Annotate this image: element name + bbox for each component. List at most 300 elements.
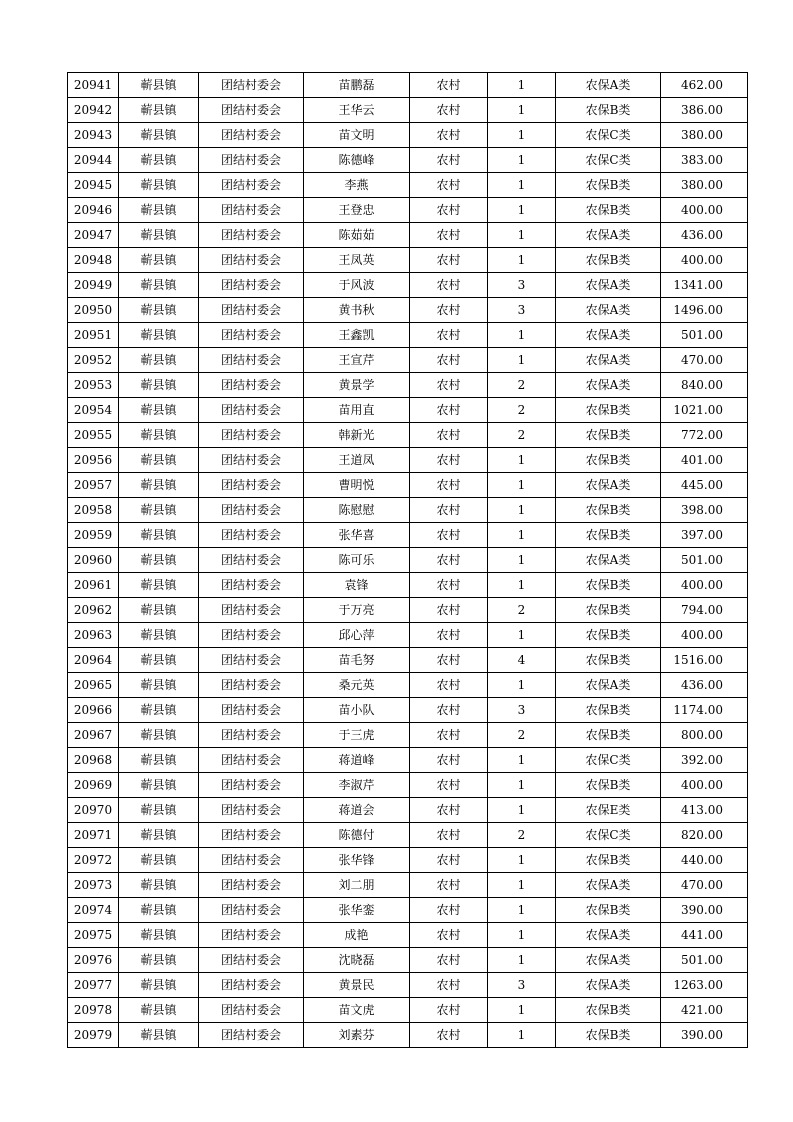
cell-household-size: 1 xyxy=(488,248,556,273)
cell-insurance-category: 农保B类 xyxy=(556,248,661,273)
cell-name: 李燕 xyxy=(304,173,410,198)
cell-name: 成艳 xyxy=(304,923,410,948)
cell-amount: 440.00 xyxy=(661,848,748,873)
cell-village-committee: 团结村委会 xyxy=(199,748,304,773)
cell-insurance-category: 农保C类 xyxy=(556,748,661,773)
cell-amount: 1516.00 xyxy=(661,648,748,673)
cell-village-committee: 团结村委会 xyxy=(199,648,304,673)
cell-insurance-category: 农保B类 xyxy=(556,598,661,623)
table-row xyxy=(68,223,748,248)
cell-household-type: 农村 xyxy=(410,348,488,373)
cell-village-committee: 团结村委会 xyxy=(199,773,304,798)
cell-name: 蒋道峰 xyxy=(304,748,410,773)
cell-insurance-category: 农保B类 xyxy=(556,698,661,723)
cell-serial-number: 20955 xyxy=(68,423,119,448)
cell-town: 蕲县镇 xyxy=(119,673,199,698)
cell-insurance-category: 农保A类 xyxy=(556,873,661,898)
table-row xyxy=(68,173,748,198)
cell-household-type: 农村 xyxy=(410,223,488,248)
cell-village-committee: 团结村委会 xyxy=(199,248,304,273)
cell-insurance-category: 农保B类 xyxy=(556,773,661,798)
table-row xyxy=(68,248,748,273)
cell-name: 沈晓磊 xyxy=(304,948,410,973)
table-row xyxy=(68,448,748,473)
cell-household-size: 1 xyxy=(488,223,556,248)
table-row xyxy=(68,548,748,573)
cell-insurance-category: 农保A类 xyxy=(556,973,661,998)
cell-town: 蕲县镇 xyxy=(119,923,199,948)
cell-name: 曹明悦 xyxy=(304,473,410,498)
cell-insurance-category: 农保C类 xyxy=(556,823,661,848)
cell-household-size: 1 xyxy=(488,923,556,948)
table-row xyxy=(68,123,748,148)
cell-household-size: 1 xyxy=(488,573,556,598)
cell-village-committee: 团结村委会 xyxy=(199,698,304,723)
cell-village-committee: 团结村委会 xyxy=(199,573,304,598)
cell-town: 蕲县镇 xyxy=(119,423,199,448)
table-row xyxy=(68,923,748,948)
cell-village-committee: 团结村委会 xyxy=(199,723,304,748)
cell-town: 蕲县镇 xyxy=(119,148,199,173)
cell-village-committee: 团结村委会 xyxy=(199,198,304,223)
cell-village-committee: 团结村委会 xyxy=(199,498,304,523)
cell-household-size: 2 xyxy=(488,598,556,623)
cell-town: 蕲县镇 xyxy=(119,873,199,898)
cell-town: 蕲县镇 xyxy=(119,273,199,298)
cell-village-committee: 团结村委会 xyxy=(199,973,304,998)
cell-name: 于万亮 xyxy=(304,598,410,623)
table-row xyxy=(68,648,748,673)
cell-village-committee: 团结村委会 xyxy=(199,123,304,148)
cell-name: 苗小队 xyxy=(304,698,410,723)
cell-amount: 398.00 xyxy=(661,498,748,523)
cell-household-size: 1 xyxy=(488,123,556,148)
cell-village-committee: 团结村委会 xyxy=(199,998,304,1023)
cell-household-size: 1 xyxy=(488,323,556,348)
cell-serial-number: 20968 xyxy=(68,748,119,773)
cell-household-type: 农村 xyxy=(410,798,488,823)
table-row xyxy=(68,273,748,298)
cell-town: 蕲县镇 xyxy=(119,573,199,598)
cell-serial-number: 20964 xyxy=(68,648,119,673)
table-row xyxy=(68,298,748,323)
cell-amount: 400.00 xyxy=(661,623,748,648)
cell-serial-number: 20977 xyxy=(68,973,119,998)
cell-household-type: 农村 xyxy=(410,623,488,648)
cell-town: 蕲县镇 xyxy=(119,248,199,273)
cell-amount: 397.00 xyxy=(661,523,748,548)
cell-household-size: 1 xyxy=(488,473,556,498)
cell-amount: 390.00 xyxy=(661,1023,748,1048)
cell-household-size: 2 xyxy=(488,423,556,448)
table-row xyxy=(68,873,748,898)
cell-village-committee: 团结村委会 xyxy=(199,798,304,823)
cell-town: 蕲县镇 xyxy=(119,648,199,673)
cell-household-type: 农村 xyxy=(410,423,488,448)
cell-amount: 800.00 xyxy=(661,723,748,748)
cell-serial-number: 20941 xyxy=(68,73,119,98)
cell-household-size: 3 xyxy=(488,273,556,298)
cell-village-committee: 团结村委会 xyxy=(199,873,304,898)
cell-amount: 772.00 xyxy=(661,423,748,448)
cell-name: 黄景学 xyxy=(304,373,410,398)
cell-town: 蕲县镇 xyxy=(119,448,199,473)
cell-household-size: 1 xyxy=(488,73,556,98)
cell-insurance-category: 农保B类 xyxy=(556,1023,661,1048)
table-row xyxy=(68,1023,748,1048)
cell-amount: 794.00 xyxy=(661,598,748,623)
cell-town: 蕲县镇 xyxy=(119,223,199,248)
cell-household-size: 1 xyxy=(488,1023,556,1048)
cell-household-type: 农村 xyxy=(410,548,488,573)
cell-town: 蕲县镇 xyxy=(119,823,199,848)
table-row xyxy=(68,723,748,748)
cell-town: 蕲县镇 xyxy=(119,198,199,223)
cell-household-type: 农村 xyxy=(410,823,488,848)
cell-amount: 501.00 xyxy=(661,323,748,348)
table-row xyxy=(68,73,748,98)
cell-name: 陈茹茹 xyxy=(304,223,410,248)
cell-household-type: 农村 xyxy=(410,598,488,623)
cell-town: 蕲县镇 xyxy=(119,323,199,348)
cell-household-size: 1 xyxy=(488,748,556,773)
cell-household-type: 农村 xyxy=(410,998,488,1023)
cell-insurance-category: 农保B类 xyxy=(556,98,661,123)
cell-insurance-category: 农保B类 xyxy=(556,573,661,598)
cell-household-size: 2 xyxy=(488,823,556,848)
cell-name: 苗毛努 xyxy=(304,648,410,673)
cell-town: 蕲县镇 xyxy=(119,623,199,648)
cell-name: 张华锋 xyxy=(304,848,410,873)
cell-amount: 400.00 xyxy=(661,248,748,273)
cell-serial-number: 20965 xyxy=(68,673,119,698)
cell-name: 黄景民 xyxy=(304,973,410,998)
cell-amount: 840.00 xyxy=(661,373,748,398)
cell-insurance-category: 农保B类 xyxy=(556,498,661,523)
cell-name: 王道凤 xyxy=(304,448,410,473)
cell-insurance-category: 农保E类 xyxy=(556,798,661,823)
cell-serial-number: 20961 xyxy=(68,573,119,598)
table-row xyxy=(68,148,748,173)
cell-amount: 383.00 xyxy=(661,148,748,173)
cell-name: 王鑫凯 xyxy=(304,323,410,348)
cell-insurance-category: 农保B类 xyxy=(556,173,661,198)
cell-serial-number: 20966 xyxy=(68,698,119,723)
cell-serial-number: 20963 xyxy=(68,623,119,648)
cell-serial-number: 20952 xyxy=(68,348,119,373)
cell-household-size: 1 xyxy=(488,523,556,548)
cell-insurance-category: 农保A类 xyxy=(556,348,661,373)
table-row xyxy=(68,948,748,973)
cell-household-type: 农村 xyxy=(410,1023,488,1048)
cell-amount: 436.00 xyxy=(661,223,748,248)
cell-serial-number: 20967 xyxy=(68,723,119,748)
cell-amount: 501.00 xyxy=(661,548,748,573)
cell-serial-number: 20979 xyxy=(68,1023,119,1048)
cell-serial-number: 20956 xyxy=(68,448,119,473)
cell-insurance-category: 农保A类 xyxy=(556,948,661,973)
cell-name: 苗文明 xyxy=(304,123,410,148)
cell-household-type: 农村 xyxy=(410,673,488,698)
cell-insurance-category: 农保B类 xyxy=(556,648,661,673)
cell-household-type: 农村 xyxy=(410,473,488,498)
cell-insurance-category: 农保B类 xyxy=(556,523,661,548)
cell-serial-number: 20953 xyxy=(68,373,119,398)
cell-serial-number: 20946 xyxy=(68,198,119,223)
table-row xyxy=(68,848,748,873)
cell-household-size: 2 xyxy=(488,398,556,423)
cell-insurance-category: 农保A类 xyxy=(556,923,661,948)
cell-town: 蕲县镇 xyxy=(119,773,199,798)
cell-serial-number: 20959 xyxy=(68,523,119,548)
cell-insurance-category: 农保A类 xyxy=(556,323,661,348)
cell-serial-number: 20976 xyxy=(68,948,119,973)
cell-name: 陈德峰 xyxy=(304,148,410,173)
cell-insurance-category: 农保A类 xyxy=(556,473,661,498)
cell-household-type: 农村 xyxy=(410,773,488,798)
cell-household-size: 1 xyxy=(488,498,556,523)
cell-household-size: 1 xyxy=(488,773,556,798)
cell-household-size: 1 xyxy=(488,448,556,473)
table-row xyxy=(68,473,748,498)
cell-household-type: 农村 xyxy=(410,948,488,973)
cell-household-size: 1 xyxy=(488,873,556,898)
table-row xyxy=(68,198,748,223)
cell-town: 蕲县镇 xyxy=(119,748,199,773)
cell-insurance-category: 农保B类 xyxy=(556,848,661,873)
cell-village-committee: 团结村委会 xyxy=(199,898,304,923)
cell-household-type: 农村 xyxy=(410,523,488,548)
cell-insurance-category: 农保B类 xyxy=(556,198,661,223)
table-row xyxy=(68,698,748,723)
cell-name: 于三虎 xyxy=(304,723,410,748)
cell-serial-number: 20962 xyxy=(68,598,119,623)
cell-household-size: 1 xyxy=(488,173,556,198)
cell-amount: 1263.00 xyxy=(661,973,748,998)
cell-serial-number: 20969 xyxy=(68,773,119,798)
cell-serial-number: 20947 xyxy=(68,223,119,248)
cell-amount: 470.00 xyxy=(661,348,748,373)
cell-household-type: 农村 xyxy=(410,148,488,173)
cell-serial-number: 20948 xyxy=(68,248,119,273)
cell-name: 王凤英 xyxy=(304,248,410,273)
cell-village-committee: 团结村委会 xyxy=(199,423,304,448)
cell-town: 蕲县镇 xyxy=(119,998,199,1023)
table-row xyxy=(68,973,748,998)
cell-insurance-category: 农保B类 xyxy=(556,423,661,448)
cell-amount: 1021.00 xyxy=(661,398,748,423)
table-row xyxy=(68,998,748,1023)
cell-town: 蕲县镇 xyxy=(119,548,199,573)
cell-town: 蕲县镇 xyxy=(119,373,199,398)
cell-household-size: 1 xyxy=(488,798,556,823)
cell-household-type: 农村 xyxy=(410,198,488,223)
cell-household-type: 农村 xyxy=(410,448,488,473)
cell-household-size: 1 xyxy=(488,198,556,223)
cell-serial-number: 20973 xyxy=(68,873,119,898)
cell-village-committee: 团结村委会 xyxy=(199,673,304,698)
cell-amount: 380.00 xyxy=(661,123,748,148)
cell-name: 韩新光 xyxy=(304,423,410,448)
cell-village-committee: 团结村委会 xyxy=(199,623,304,648)
cell-village-committee: 团结村委会 xyxy=(199,373,304,398)
cell-insurance-category: 农保C类 xyxy=(556,148,661,173)
cell-serial-number: 20970 xyxy=(68,798,119,823)
cell-household-size: 1 xyxy=(488,948,556,973)
cell-insurance-category: 农保B类 xyxy=(556,623,661,648)
cell-village-committee: 团结村委会 xyxy=(199,448,304,473)
cell-amount: 462.00 xyxy=(661,73,748,98)
cell-amount: 390.00 xyxy=(661,898,748,923)
cell-amount: 501.00 xyxy=(661,948,748,973)
cell-insurance-category: 农保A类 xyxy=(556,298,661,323)
cell-household-size: 4 xyxy=(488,648,556,673)
cell-household-size: 1 xyxy=(488,348,556,373)
cell-town: 蕲县镇 xyxy=(119,73,199,98)
cell-name: 苗用直 xyxy=(304,398,410,423)
cell-name: 张华銮 xyxy=(304,898,410,923)
cell-household-type: 农村 xyxy=(410,723,488,748)
cell-serial-number: 20949 xyxy=(68,273,119,298)
cell-serial-number: 20944 xyxy=(68,148,119,173)
cell-village-committee: 团结村委会 xyxy=(199,548,304,573)
cell-serial-number: 20960 xyxy=(68,548,119,573)
cell-name: 王华云 xyxy=(304,98,410,123)
cell-name: 袁锋 xyxy=(304,573,410,598)
cell-household-size: 1 xyxy=(488,898,556,923)
cell-town: 蕲县镇 xyxy=(119,173,199,198)
cell-village-committee: 团结村委会 xyxy=(199,923,304,948)
cell-village-committee: 团结村委会 xyxy=(199,523,304,548)
cell-insurance-category: 农保A类 xyxy=(556,223,661,248)
cell-amount: 421.00 xyxy=(661,998,748,1023)
cell-village-committee: 团结村委会 xyxy=(199,348,304,373)
cell-household-type: 农村 xyxy=(410,873,488,898)
cell-serial-number: 20971 xyxy=(68,823,119,848)
cell-village-committee: 团结村委会 xyxy=(199,173,304,198)
cell-village-committee: 团结村委会 xyxy=(199,848,304,873)
cell-name: 邱心萍 xyxy=(304,623,410,648)
cell-insurance-category: 农保C类 xyxy=(556,123,661,148)
cell-insurance-category: 农保A类 xyxy=(556,548,661,573)
cell-household-type: 农村 xyxy=(410,298,488,323)
cell-name: 于风波 xyxy=(304,273,410,298)
cell-insurance-category: 农保A类 xyxy=(556,273,661,298)
cell-village-committee: 团结村委会 xyxy=(199,223,304,248)
cell-household-type: 农村 xyxy=(410,748,488,773)
cell-name: 刘二朋 xyxy=(304,873,410,898)
cell-household-type: 农村 xyxy=(410,898,488,923)
cell-household-size: 2 xyxy=(488,373,556,398)
cell-town: 蕲县镇 xyxy=(119,723,199,748)
cell-household-size: 3 xyxy=(488,973,556,998)
cell-household-type: 农村 xyxy=(410,173,488,198)
cell-household-type: 农村 xyxy=(410,698,488,723)
table-row xyxy=(68,598,748,623)
cell-village-committee: 团结村委会 xyxy=(199,148,304,173)
cell-name: 王登忠 xyxy=(304,198,410,223)
cell-town: 蕲县镇 xyxy=(119,948,199,973)
cell-insurance-category: 农保A类 xyxy=(556,373,661,398)
table-body xyxy=(68,73,748,1048)
cell-amount: 445.00 xyxy=(661,473,748,498)
table-row xyxy=(68,323,748,348)
cell-name: 黄书秋 xyxy=(304,298,410,323)
cell-amount: 1496.00 xyxy=(661,298,748,323)
table-row xyxy=(68,98,748,123)
cell-amount: 386.00 xyxy=(661,98,748,123)
cell-town: 蕲县镇 xyxy=(119,348,199,373)
cell-town: 蕲县镇 xyxy=(119,523,199,548)
cell-town: 蕲县镇 xyxy=(119,298,199,323)
cell-amount: 1341.00 xyxy=(661,273,748,298)
cell-amount: 400.00 xyxy=(661,198,748,223)
cell-household-type: 农村 xyxy=(410,498,488,523)
cell-amount: 436.00 xyxy=(661,673,748,698)
cell-serial-number: 20942 xyxy=(68,98,119,123)
cell-household-size: 1 xyxy=(488,998,556,1023)
table-row xyxy=(68,423,748,448)
cell-household-size: 2 xyxy=(488,723,556,748)
cell-serial-number: 20978 xyxy=(68,998,119,1023)
cell-household-size: 1 xyxy=(488,98,556,123)
cell-name: 刘素芬 xyxy=(304,1023,410,1048)
cell-household-size: 3 xyxy=(488,698,556,723)
cell-serial-number: 20975 xyxy=(68,923,119,948)
cell-household-type: 农村 xyxy=(410,73,488,98)
cell-name: 蒋道会 xyxy=(304,798,410,823)
table-row xyxy=(68,498,748,523)
cell-village-committee: 团结村委会 xyxy=(199,398,304,423)
cell-household-type: 农村 xyxy=(410,648,488,673)
cell-serial-number: 20945 xyxy=(68,173,119,198)
cell-amount: 413.00 xyxy=(661,798,748,823)
cell-household-type: 农村 xyxy=(410,273,488,298)
cell-household-type: 农村 xyxy=(410,973,488,998)
table-row xyxy=(68,573,748,598)
cell-household-type: 农村 xyxy=(410,398,488,423)
cell-town: 蕲县镇 xyxy=(119,698,199,723)
cell-insurance-category: 农保B类 xyxy=(556,898,661,923)
cell-town: 蕲县镇 xyxy=(119,898,199,923)
cell-amount: 380.00 xyxy=(661,173,748,198)
cell-village-committee: 团结村委会 xyxy=(199,98,304,123)
cell-insurance-category: 农保B类 xyxy=(556,723,661,748)
cell-amount: 441.00 xyxy=(661,923,748,948)
cell-town: 蕲县镇 xyxy=(119,473,199,498)
cell-household-size: 1 xyxy=(488,148,556,173)
welfare-roster-table xyxy=(67,72,748,1048)
table-row xyxy=(68,748,748,773)
cell-serial-number: 20958 xyxy=(68,498,119,523)
cell-amount: 401.00 xyxy=(661,448,748,473)
cell-insurance-category: 农保B类 xyxy=(556,448,661,473)
cell-village-committee: 团结村委会 xyxy=(199,73,304,98)
cell-household-size: 1 xyxy=(488,548,556,573)
cell-household-size: 1 xyxy=(488,673,556,698)
cell-household-size: 1 xyxy=(488,848,556,873)
cell-name: 桑元英 xyxy=(304,673,410,698)
cell-household-type: 农村 xyxy=(410,98,488,123)
cell-town: 蕲县镇 xyxy=(119,798,199,823)
table-row xyxy=(68,673,748,698)
cell-amount: 470.00 xyxy=(661,873,748,898)
table-row xyxy=(68,823,748,848)
cell-name: 苗鹏磊 xyxy=(304,73,410,98)
cell-serial-number: 20974 xyxy=(68,898,119,923)
cell-town: 蕲县镇 xyxy=(119,98,199,123)
cell-serial-number: 20957 xyxy=(68,473,119,498)
